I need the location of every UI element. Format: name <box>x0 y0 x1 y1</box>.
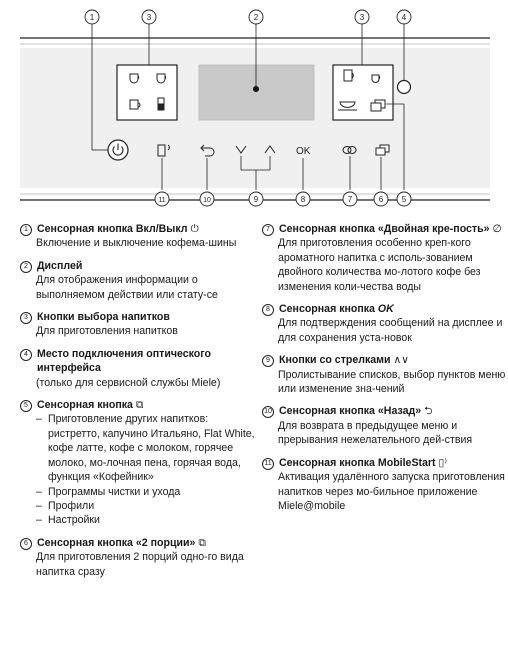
legend-item-4 <box>20 347 258 390</box>
callout-3-left: 3 <box>146 13 152 22</box>
mobilestart-icon: ▯⁾ <box>438 456 447 469</box>
drink-buttons-right <box>333 65 393 120</box>
legend-number: 8 <box>262 304 274 316</box>
legend-title: Сенсорная кнопка «Двойная кре-пость» <box>279 223 490 235</box>
optical-interface <box>398 81 411 94</box>
callout-8: 8 <box>300 195 306 204</box>
callout-5: 5 <box>401 195 407 204</box>
legend-desc: (только для сервисной службы Miele) <box>36 376 221 389</box>
legend-number: 4 <box>20 349 32 361</box>
arrows-icon: ∧∨ <box>393 354 409 367</box>
legend-desc: Для приготовления особенно креп-кого ароматного напитка с исполь-зованием двойного количества мо-лотого кофе без изменения коли-чества воды <box>278 237 481 293</box>
legend-item-2 <box>20 259 258 302</box>
legend-title: Кнопки со стрелками <box>279 354 391 367</box>
display-callout-dot <box>253 86 259 92</box>
legend-title: Сенсорная кнопка «Назад» <box>279 405 422 418</box>
legend-number: 9 <box>262 355 274 367</box>
list-item: – Настройки <box>36 514 100 527</box>
legend-title: Кнопки выбора напитков <box>37 311 170 324</box>
legend-item-10 <box>262 404 506 447</box>
legend-desc: Для приготовления напитков <box>36 325 178 338</box>
other-drinks-icon: ⧉ <box>135 399 144 412</box>
power-icon: ⏻ <box>190 223 199 235</box>
legend-desc: Активация удалённого запуска приготовления напитков через мо-бильное приложение Miele@mobile <box>278 471 505 512</box>
legend-title: Сенсорная кнопка <box>279 303 375 316</box>
legend-sublist <box>20 412 258 527</box>
control-panel-diagram <box>0 0 508 215</box>
legend-right-column <box>262 222 506 521</box>
legend-title: Сенсорная кнопка <box>37 399 133 412</box>
callout-6: 6 <box>378 195 384 204</box>
legend-left-column <box>20 222 258 587</box>
legend-desc: Для подтверждения сообщений на дисплее и для сохранения уста-новок <box>278 317 503 344</box>
legend-number: 1 <box>20 224 32 236</box>
callout-9: 9 <box>253 195 259 204</box>
legend-title-ok: OK <box>377 303 394 316</box>
legend-number: 5 <box>20 400 32 412</box>
legend-number: 2 <box>20 261 32 273</box>
two-portions-icon: ⧉ <box>198 536 206 549</box>
legend-desc: Для приготовления 2 порций одно-го вида напитка сразу <box>36 551 244 578</box>
list-item: – Приготовление других напитков: ристретто, капучино Итальяно, Flat White, кофе латте, кофе с молоком, горячее молоко, мо-лочная пена, горячая вода, функция «Кофейник» <box>36 413 255 484</box>
legend-title: Сенсорная кнопка MobileStart <box>279 456 436 469</box>
callout-7: 7 <box>347 195 353 204</box>
callout-1: 1 <box>89 13 95 22</box>
ok-button[interactable]: OK <box>296 146 311 157</box>
legend-number: 10 <box>262 406 274 418</box>
legend-title: Сенсорная кнопка Вкл/Выкл <box>37 223 188 235</box>
legend-number: 7 <box>262 224 274 236</box>
legend-title: Дисплей <box>37 259 83 272</box>
list-item: – Профили <box>36 499 95 512</box>
back-arrow-icon: ⮌ <box>424 405 433 418</box>
legend-title: Сенсорная кнопка «2 порции» <box>37 536 196 549</box>
legend-item-1 <box>20 222 258 251</box>
legend-item-11 <box>262 456 506 514</box>
callout-10: 10 <box>203 197 211 204</box>
legend-desc: Пролистывание списков, выбор пунктов меню или изменение зна-чений <box>278 368 506 396</box>
legend-item-3 <box>20 310 258 339</box>
display <box>199 65 314 120</box>
legend-desc: Для отображения информации о выполняемом действии или стату-се <box>36 274 218 301</box>
legend-title: Место подключения оптического интерфейса <box>37 347 212 375</box>
legend-item-9 <box>262 353 506 396</box>
legend-item-7 <box>262 222 506 294</box>
legend-item-6 <box>20 536 258 579</box>
legend-number: 6 <box>20 538 32 550</box>
legend-item-8 <box>262 302 506 345</box>
legend-number: 3 <box>20 312 32 324</box>
callout-4: 4 <box>401 13 407 22</box>
double-strength-icon: ∅ <box>492 223 502 235</box>
legend-desc: Для возврата в предыдущее меню и прерывания нежелательного дей-ствия <box>278 419 473 447</box>
legend-item-5 <box>20 398 258 528</box>
list-item: – Программы чистки и ухода <box>36 485 181 498</box>
callout-11: 11 <box>158 197 166 204</box>
callout-2: 2 <box>253 13 259 22</box>
legend-number: 11 <box>262 458 274 470</box>
drink-buttons-left <box>117 65 177 120</box>
callout-3-right: 3 <box>359 13 365 22</box>
legend-desc: Включение и выключение кофема-шины <box>36 237 237 250</box>
